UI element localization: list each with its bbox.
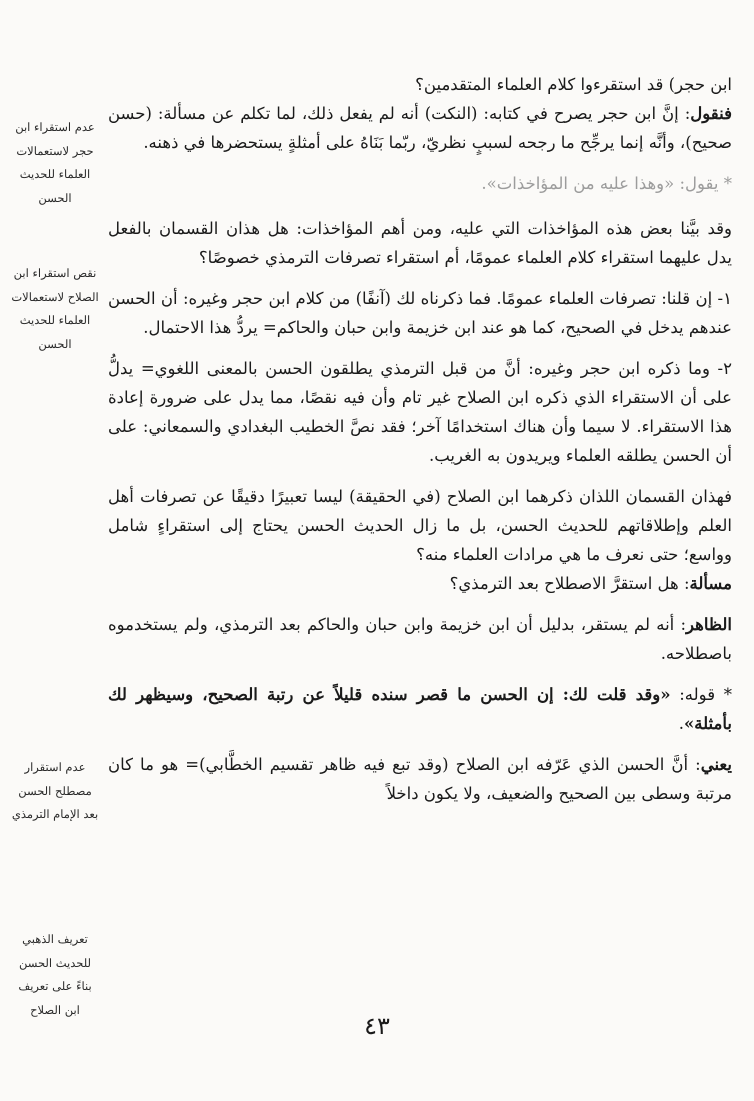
paragraph-8 [108, 610, 732, 668]
paragraph-4: ١- إن قلنا: تصرفات العلماء عمومًا. فما ذكرناه لك (آنفًا) من كلام ابن حجر وغيره: أن الحسن عندهم يدخل في الصحيح، كما هو عند ابن خزيمة وابن حبان والحاكم= يردُّ هذا الاحتمال. [108, 289, 732, 337]
paragraph-7 [108, 569, 732, 598]
paragraph-9 [108, 680, 732, 738]
faded-quote: * يقول: «وهذا عليه من المؤاخذات». [481, 174, 732, 193]
paragraph-5: ٢- وما ذكره ابن حجر وغيره: أنَّ من قبل الترمذي يطلقون الحسن بالمعنى اللغوي= يدلُّ على أن الاستقراء الذي ذكره ابن الصلاح غير تام وأن فيه نقصًا، مما يدل على ضرورة إعادة هذا الاستقراء. لا سيما وأن هناك استخدامًا آخر؛ فقد نصَّ الخطيب البغدادي والسمعاني: على أن الحسن يطلقه العلماء ويريدون به الغريب. [108, 359, 732, 465]
lead-word: فنقول [690, 104, 732, 123]
side-note-4: تعريف الذهبي للحديث الحسن بناءً على تعريف ابن الصلاح [18, 932, 92, 1017]
main-text [108, 70, 732, 808]
paragraph-6: فهذان القسمان اللذان ذكرهما ابن الصلاح (في الحقيقة) ليسا تعبيرًا دقيقًا عن تصرفات أهل العلم وإطلاقاتهم للحديث الحسن، بل ما زال الحديث الحسن يحتاج إلى استقراءٍ شامل وواسع؛ حتى نعرف ما هي مرادات العلماء منه؟ [108, 487, 732, 564]
paragraph-text: : هل استقرَّ الاصطلاح بعد الترمذي؟ [449, 574, 690, 593]
paragraph-1 [108, 99, 732, 157]
lead-word: مسألة [689, 574, 732, 593]
paragraph-0: ابن حجر) قد استقرءوا كلام العلماء المتقدمين؟ [415, 75, 732, 94]
paragraph-10 [108, 750, 732, 808]
lead-word: الظاهر [686, 615, 732, 634]
paragraph-text: . [678, 714, 684, 733]
lead-word: يعني [700, 755, 732, 774]
paragraph-3: وقد بيَّنا بعض هذه المؤاخذات التي عليه، ومن أهم المؤاخذات: هل هذان القسمان بالفعل يدل عليهما استقراء كلام العلماء عمومًا، أم استقراء تصرفات الترمذي خصوصًا؟ [108, 219, 732, 267]
side-note-1: عدم استقراء ابن حجر لاستعمالات العلماء للحديث الحسن [15, 120, 95, 205]
side-note-3: عدم استقرار مصطلح الحسن بعد الإمام الترمذي [11, 760, 99, 821]
paragraph-2 [108, 169, 732, 198]
paragraph-prefix: * قوله: [670, 685, 732, 704]
paragraph-text: : إنَّ ابن حجر يصرح في كتابه: (النكت) أنه لم يفعل ذلك، لما تكلم عن مسألة: (حسن صحيح)، وأنَّه إنما يرجِّح ما رجحه لسببٍ نظريّ، ربّما بَنَاهُ على أمثلةٍ يستحضرها في ذهنه. [108, 104, 732, 152]
quoted-text: «وقد قلت لك: إن الحسن ما قصر سنده قليلاً عن رتبة الصحيح، وسيظهر لك بأمثلة» [108, 685, 732, 733]
side-note-2: نقص استقراء ابن الصلاح لاستعمالات العلماء للحديث الحسن [11, 266, 99, 351]
page-number: ٤٣ [364, 1012, 390, 1040]
paragraph-text: : أنه لم يستقر، بدليل أن ابن خزيمة وابن حبان والحاكم بعد الترمذي، ولم يستخدموه باصطلاحه. [108, 615, 732, 663]
paragraph-text: : أنَّ الحسن الذي عَرّفه ابن الصلاح (وقد تبع فيه ظاهر تقسيم الخطَّابي)= هو ما كان مرتبة وسطى بين الصحيح والضعيف، ولا يكون داخلاً [108, 755, 732, 803]
